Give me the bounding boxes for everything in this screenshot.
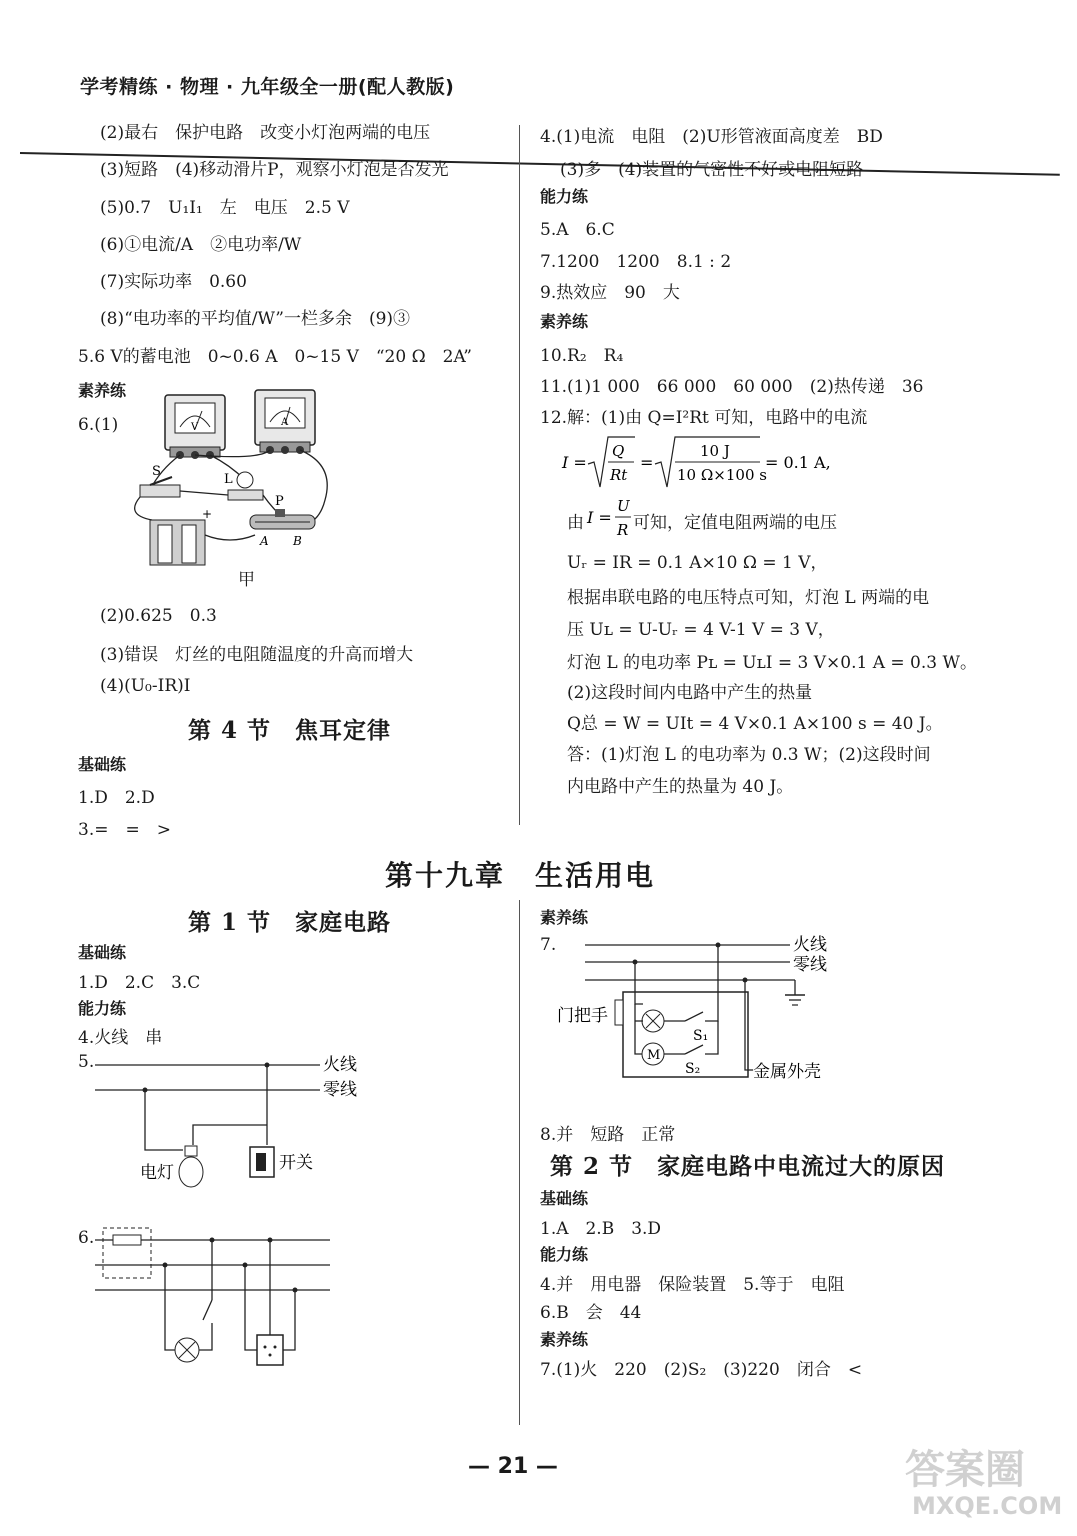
watermark-url: MXQE.COM — [912, 1492, 1063, 1520]
answer-line: 1.D 2.C 3.C — [78, 973, 201, 993]
door-handle-label: 门把手 — [557, 1006, 608, 1026]
svg-text:=: = — [640, 453, 654, 472]
answer-line: Uᵣ = IR = 0.1 A×10 Ω = 1 V， — [567, 553, 828, 573]
answer-line: 11.(1)1 000 66 000 60 000 (2)热传递 36 — [540, 377, 924, 397]
column-divider-bottom — [519, 900, 520, 1425]
answer-line: 5.6 V的蓄电池 0~0.6 A 0~15 V “20 Ω 2A” — [78, 347, 472, 367]
circuit-q5 — [95, 1050, 385, 1195]
metal-shell-label: 金属外壳 — [753, 1062, 821, 1082]
question-number: 6. — [78, 1228, 95, 1248]
fire-line-label: 火线 — [323, 1055, 357, 1075]
answer-line: (4)(U₀-IR)I — [100, 676, 191, 696]
answer-line: 3.= = > — [78, 820, 171, 840]
switch-s2-label: S₂ — [685, 1061, 701, 1077]
answer-line: (3)多 (4)装置的气密性不好或电阻短路 — [560, 160, 864, 180]
switch-letter-S: S — [152, 464, 161, 479]
answer-line: 1.A 2.B 3.D — [540, 1219, 662, 1239]
page-number: — 21 — — [468, 1454, 558, 1479]
question-number: 6.(1) — [78, 415, 119, 435]
voltmeter-letter: V — [191, 422, 199, 433]
switch-label: 开关 — [279, 1153, 313, 1173]
formula-lhs: I = — [562, 453, 587, 472]
question-number: 5. — [78, 1052, 95, 1072]
answer-line: 9.热效应 90 大 — [540, 283, 680, 303]
section-label-jichu: 基础练 — [78, 943, 127, 962]
answer-line: 10.R₂ R₄ — [540, 346, 624, 366]
answer-line: 5.A 6.C — [540, 220, 615, 240]
section-title: 第 1 节 家庭电路 — [188, 909, 392, 936]
slider-letter-P: P — [275, 494, 284, 509]
answer-line: 8.并 短路 正常 — [540, 1125, 676, 1145]
neutral-line-label: 零线 — [793, 955, 827, 975]
formula-result: = 0.1 A, — [765, 453, 831, 472]
circuit-q6 — [95, 1225, 335, 1380]
section-label-jichu: 基础练 — [540, 1189, 589, 1208]
ohm-num: U — [617, 497, 630, 515]
answer-line: 根据串联电路的电压特点可知，灯泡 L 两端的电 — [567, 588, 930, 608]
section-label-nengli: 能力练 — [540, 187, 589, 206]
ohm-den: R — [617, 521, 629, 539]
ammeter-letter: A — [281, 417, 289, 428]
answer-line: (5)0.7 U₁I₁ 左 电压 2.5 V — [100, 198, 350, 218]
section-label-suyang: 素养练 — [540, 908, 589, 927]
formula-rt: Rt — [610, 466, 628, 484]
switch-s1-label: S₁ — [693, 1028, 709, 1044]
lamp-label: 电灯 — [140, 1163, 174, 1183]
answer-line: 1.D 2.D — [78, 788, 155, 808]
section-label-suyang: 素养练 — [540, 1330, 589, 1349]
section-label-suyang: 素养练 — [78, 381, 127, 400]
book-header: 学考精练 · 物理 · 九年级全一册(配人教版) — [80, 76, 455, 98]
formula-q: Q — [612, 442, 625, 460]
answer-line: (3)短路 (4)移动滑片P，观察小灯泡是否发光 — [100, 160, 449, 180]
answer-line: 内电路中产生的热量为 40 J。 — [567, 777, 794, 797]
section-title: 第 2 节 家庭电路中电流过大的原因 — [550, 1153, 946, 1180]
answer-line: 6.B 会 44 — [540, 1303, 642, 1323]
ohm-lhs: I = — [587, 508, 612, 527]
answer-line: 4.并 用电器 保险装置 5.等于 电阻 — [540, 1275, 845, 1295]
formula-num: 10 J — [700, 442, 730, 460]
answer-line: (6)①电流/A ②电功率/W — [100, 235, 302, 255]
fire-line-label: 火线 — [793, 935, 827, 955]
answer-line: 压 Uʟ = U-Uᵣ = 4 V-1 V = 3 V， — [567, 620, 835, 640]
terminal-letter-B: B — [293, 534, 302, 548]
watermark-logo: 答案圈 — [905, 1447, 1025, 1493]
neutral-line-label: 零线 — [323, 1080, 357, 1100]
answer-line: (3)错误 灯丝的电阻随温度的升高而增大 — [100, 645, 414, 665]
chapter-title: 第十九章 生活用电 — [385, 859, 656, 892]
lamp-letter-L: L — [224, 472, 233, 487]
answer-line: 4.(1)电流 电阻 (2)U形管液面高度差 BD — [540, 127, 883, 147]
section-label-nengli: 能力练 — [78, 999, 127, 1018]
formula-suffix: 可知，定值电阻两端的电压 — [633, 513, 837, 533]
answer-line: 7.(1)火 220 (2)S₂ (3)220 闭合 < — [540, 1360, 863, 1380]
answer-line: 灯泡 L 的电功率 Pʟ = UʟI = 3 V×0.1 A = 0.3 W。 — [567, 653, 977, 673]
answer-line: (2)最右 保护电路 改变小灯泡两端的电压 — [100, 123, 431, 143]
answer-line: 12.解：(1)由 Q=I²Rt 可知，电路中的电流 — [540, 408, 868, 428]
formula-current — [560, 432, 850, 494]
answer-line: Q总 = W = UIt = 4 V×0.1 A×100 s = 40 J。 — [567, 714, 943, 734]
section-title: 第 4 节 焦耳定律 — [188, 717, 392, 744]
battery-plus: + — [202, 507, 213, 521]
terminal-letter-A: A — [260, 534, 269, 548]
answer-line: (2)0.625 0.3 — [100, 606, 217, 626]
section-label-nengli: 能力练 — [540, 1245, 589, 1264]
answer-line: 4.火线 串 — [78, 1028, 163, 1048]
section-label-jichu: 基础练 — [78, 755, 127, 774]
formula-den: 10 Ω×100 s — [677, 466, 767, 484]
motor-letter: M — [647, 1048, 661, 1063]
answer-line: (2)这段时间内电路中产生的热量 — [567, 683, 813, 703]
column-divider-top — [519, 125, 520, 825]
answer-line: 7.1200 1200 8.1 : 2 — [540, 252, 732, 272]
answer-line: (7)实际功率 0.60 — [100, 272, 247, 292]
section-label-suyang: 素养练 — [540, 312, 589, 331]
figure-caption: 甲 — [238, 570, 255, 590]
answer-line: (8)“电功率的平均值/W”一栏多余 (9)③ — [100, 309, 411, 329]
formula-prefix: 由 — [567, 513, 584, 533]
question-number: 7. — [540, 935, 557, 955]
circuit-q7 — [555, 930, 865, 1085]
answer-line: 答：(1)灯泡 L 的电功率为 0.3 W；(2)这段时间 — [567, 745, 931, 765]
circuit-figure-jia — [120, 385, 350, 580]
